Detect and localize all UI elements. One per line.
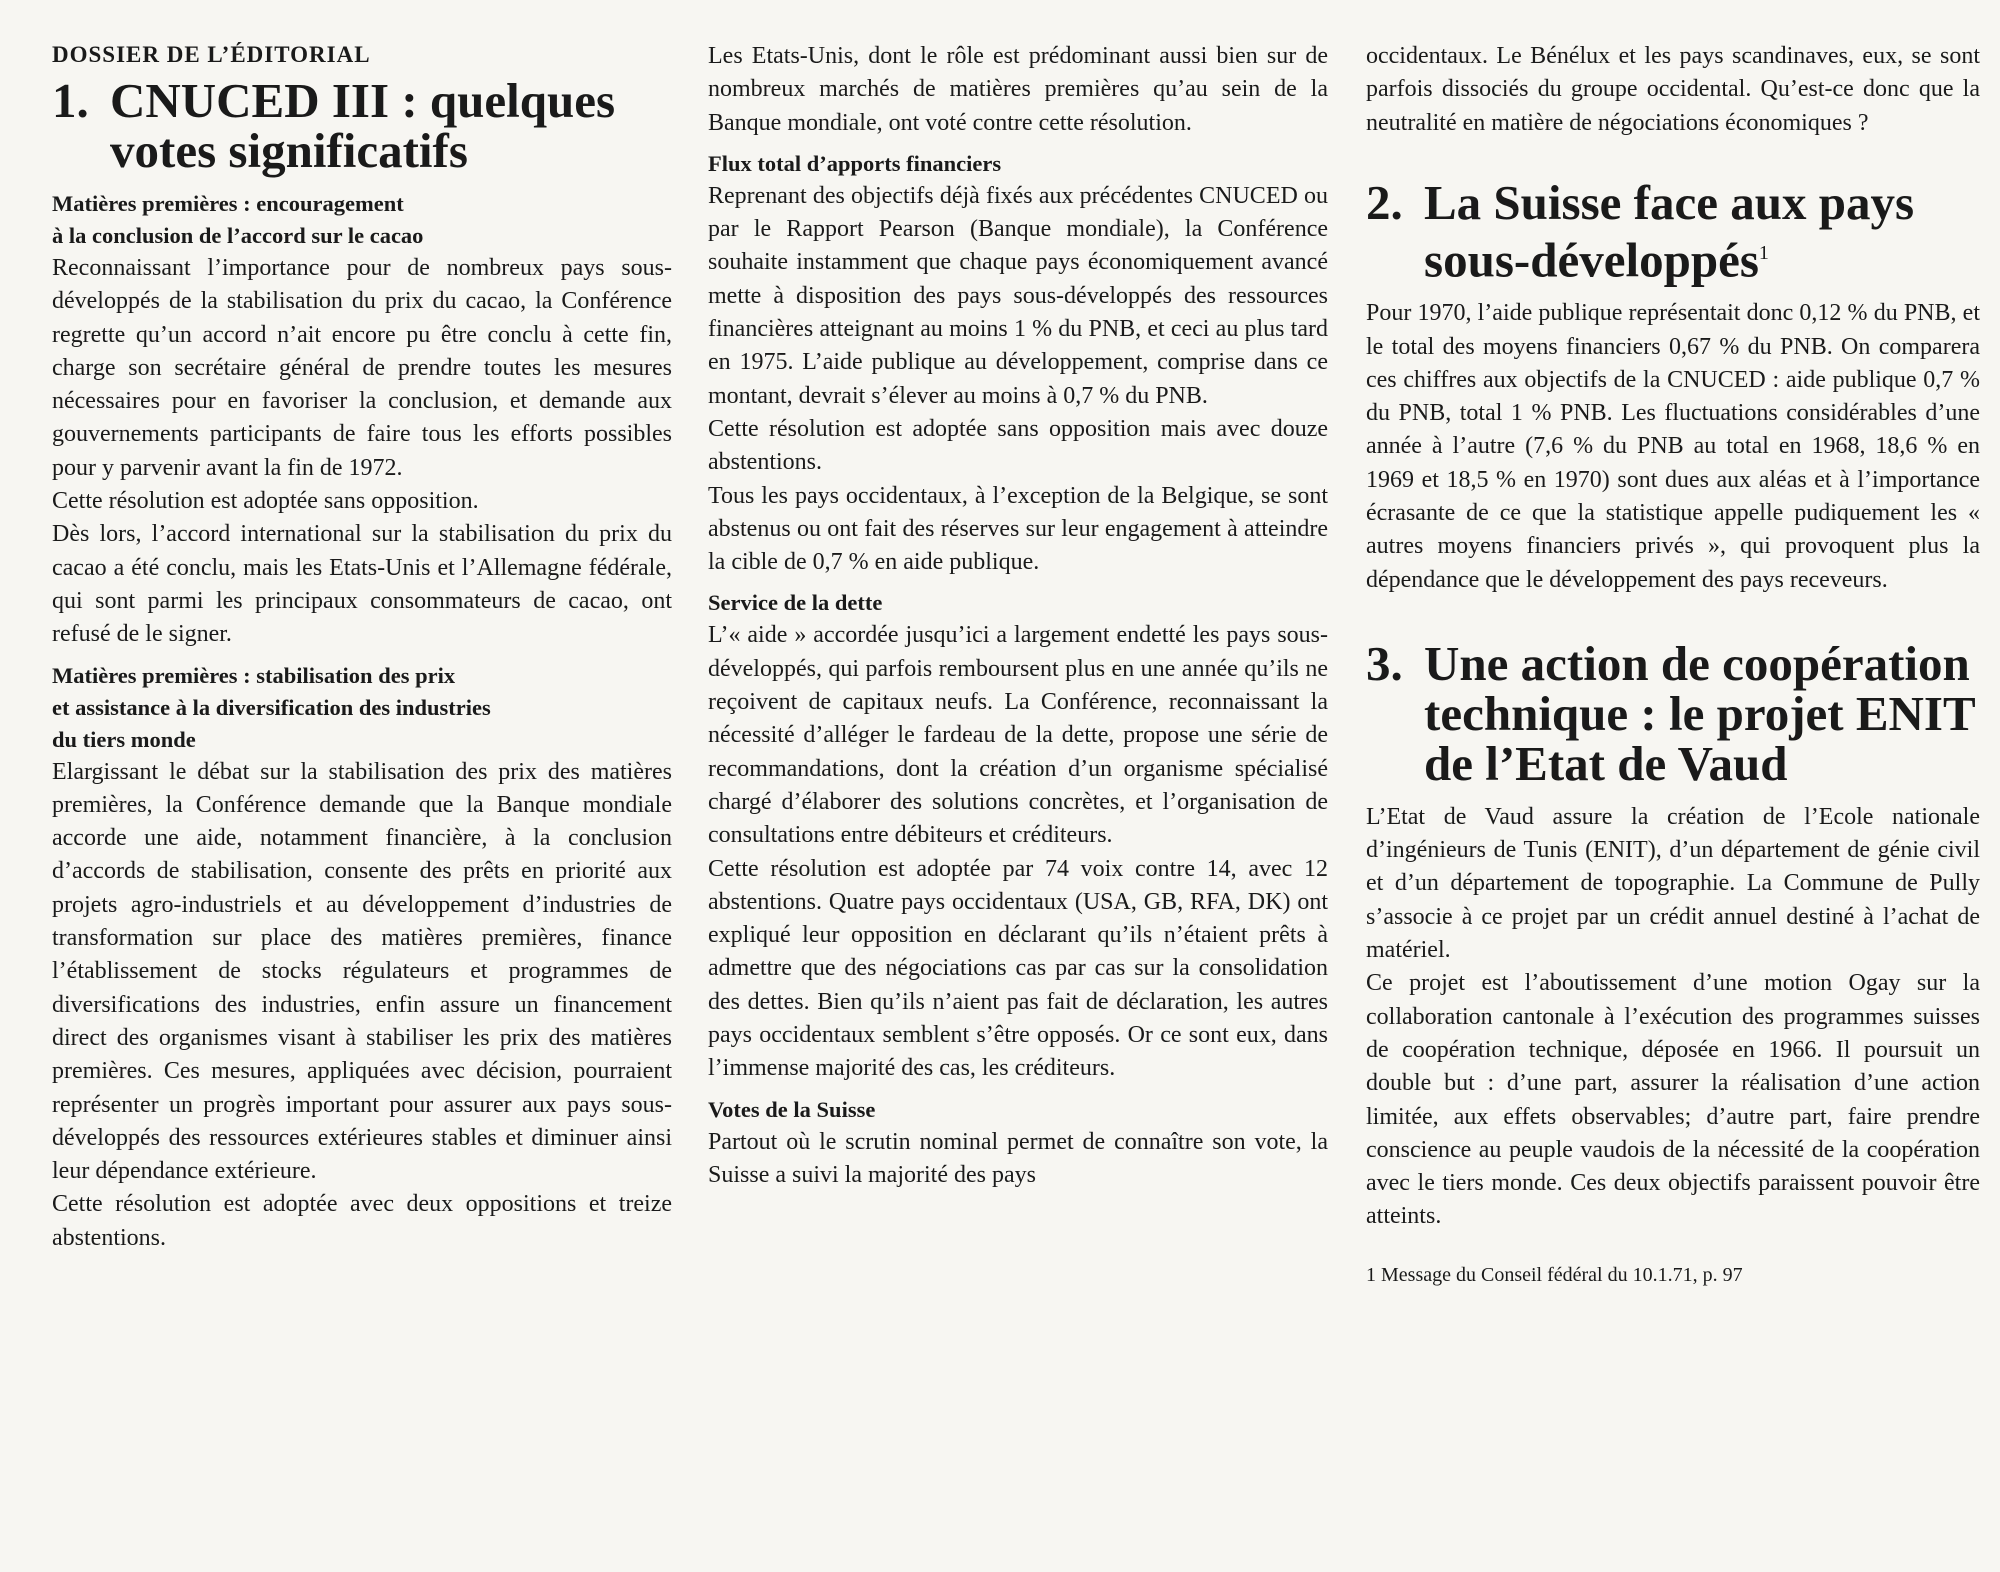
subheading-line: à la conclusion de l’accord sur le cacao xyxy=(52,223,424,248)
paragraph: Cette résolution est adoptée avec deux oppositions et treize abstentions. xyxy=(52,1191,672,1251)
section-1-number: 1. xyxy=(52,73,89,128)
section-3-number: 3. xyxy=(1366,635,1403,691)
paragraph: L’« aide » accordée jusqu’ici a largement endetté les pays sous-développés, qui parfois remboursent plus en une année qu’ils ne reçoivent de capitaux neufs. La Conférence, reconnaissant la nécessité d’alléger le fardeau de la dette, propose une série de recommandations, dont la création d’un organisme spécialisé chargé d’élaborer des solutions concrètes, et l’organisation de consultations entre débiteurs et créditeurs. xyxy=(708,622,1328,849)
paragraph: Les Etats-Unis, dont le rôle est prédominant aussi bien sur de nombreux marchés de matières premières qu’au sein de la Banque mondiale, ont voté contre cette résolution. xyxy=(708,43,1328,136)
footnote-ref: 1 xyxy=(1758,241,1769,264)
column-2 xyxy=(708,40,1328,1192)
paragraph: L’Etat de Vaud assure la création de l’Ecole nationale d’ingénieurs de Tunis (ENIT), d’un département de génie civil et d’un département de topographie. La Commune de Pully s’associe à ce projet par un crédit annuel destiné à l’achat de matériel. xyxy=(1366,803,1980,964)
section-1-heading xyxy=(52,73,672,178)
subheading-line: du tiers monde xyxy=(52,726,196,752)
subheading-dette: Service de la dette xyxy=(708,590,883,616)
subheading-votes: Votes de la Suisse xyxy=(708,1096,876,1122)
paragraph: Ce projet est l’aboutissement d’une motion Ogay sur la collaboration cantonale à l’exécution des programmes suisses de coopération technique, déposée en 1966. Il poursuit un double but : d’une part, assurer la réalisation d’une action limitée, aux effets observables; d’autre part, faire prendre conscience au peuple vaudois de la nécessité de la coopération avec le tiers monde. Ces deux objectifs paraissent pouvoir être atteints. xyxy=(1366,970,1980,1230)
paragraph: Reprenant des objectifs déjà fixés aux précédentes CNUCED ou par le Rapport Pearson (Banque mondiale), la Conférence souhaite instamment que chaque pays économiquement avancé mette à disposition des pays sous-développés des ressources financières atteignant au moins 1 % du PNB, et ceci au plus tard en 1975. L’aide publique au développement, comprise dans ce montant, devrait s’élever au moins à 0,7 % du PNB. xyxy=(708,182,1328,409)
section-2-title: La Suisse face aux pays sous-développés xyxy=(1424,174,1915,288)
paragraph: Elargissant le débat sur la stabilisation des prix des matières premières, la Conférence demande que la Banque mondiale accorde une aide, notamment financière, à la conclusion d’accords de stabilisation, consente des prêts en priorité aux projets agro-industriels et au développement d’industries de transformation sur place des matières premières, finance l’établissement de stocks régulateurs et programmes de diversifications des industries, enfin assure un financement direct des organismes visant à stabiliser les prix des matières premières. Ces mesures, appliquées avec décision, pourraient représenter un progrès important pour assurer aux pays sous-développés des ressources extérieures stables et diminuer ainsi leur dépendance extérieure. xyxy=(52,758,672,1185)
section-3-heading xyxy=(1366,635,1980,791)
subheading-line: Matières premières : stabilisation des prix xyxy=(52,662,456,688)
paragraph: occidentaux. Le Bénélux et les pays scandinaves, eux, se sont parfois dissociés du groupe occidental. Qu’est-ce donc que la neutralité en matière de négociations économiques ? xyxy=(1366,43,1980,136)
subheading-stabilisation xyxy=(52,660,672,756)
paragraph: Tous les pays occidentaux, à l’exception de la Belgique, se sont abstenus ou ont fait des réserves sur leur engagement à atteindre la cible de 0,7 % en aide publique. xyxy=(708,482,1328,576)
paragraph: Pour 1970, l’aide publique représentait donc 0,12 % du PNB, et le total des moyens financiers 0,67 % du PNB. On comparera ces chiffres aux objectifs de la CNUCED : aide publique 0,7 % du PNB, total 1 % PNB. Les fluctuations considérables d’une année à l’autre (7,6 % du PNB au total en 1968, 18,6 % en 1969 et 18,5 % en 1970) sont dues aux aléas et à l’importance écrasante de ce que la statistique appelle pudiquement les « autres moyens financiers privés », qui provoquent plus la dépendance que le développement des pays receveurs. xyxy=(1366,300,1980,593)
subheading-line: Matières premières : encouragement xyxy=(52,191,404,216)
section-3-title: Une action de coopération technique : le projet ENIT de l’Etat de Vaud xyxy=(1424,635,1975,791)
section-1-title: CNUCED III : quelques votes significatifs xyxy=(110,73,616,178)
footnote: 1 Message du Conseil fédéral du 10.1.71, p. 97 xyxy=(1366,1263,1743,1286)
paragraph: Cette résolution est adoptée sans opposition mais avec douze abstentions. xyxy=(708,415,1328,476)
dossier-kicker: DOSSIER DE L’ÉDITORIAL xyxy=(52,42,371,67)
paragraph: Reconnaissant l’importance pour de nombreux pays sous-développés de la stabilisation du prix du cacao, la Conférence regrette qu’un accord n’ait encore pu être conclu à cette fin, charge son secrétaire général de prendre toutes les mesures nécessaires pour en favoriser la conclusion, et demande aux gouvernements participants de faire tous les efforts possibles pour y parvenir avant la fin de 1972. xyxy=(52,255,672,481)
paragraph: Dès lors, l’accord international sur la stabilisation du prix du cacao a été conclu, mais les Etats-Unis et l’Allemagne fédérale, qui sont parmi les principaux consommateurs de cacao, ont refusé de le signer. xyxy=(52,521,672,648)
column-1 xyxy=(52,40,672,1255)
paragraph: Cette résolution est adoptée sans opposition. xyxy=(52,488,479,515)
subheading-flux: Flux total d’apports financiers xyxy=(708,150,1002,176)
section-2-number: 2. xyxy=(1366,174,1403,230)
section-2-heading xyxy=(1366,174,1980,288)
paragraph: Partout où le scrutin nominal permet de connaître son vote, la Suisse a suivi la majorité des pays xyxy=(708,1128,1328,1188)
subheading-line: et assistance à la diversification des industries xyxy=(52,694,491,720)
paragraph: Cette résolution est adoptée par 74 voix contre 14, avec 12 abstentions. Quatre pays occidentaux (USA, GB, RFA, DK) ont expliqué leur opposition en déclarant qu’ils n’étaient prêts à admettre que des négociations cas par cas sur la consolidation des dettes. Bien qu’ils n’aient pas fait de déclaration, les autres pays occidentaux semblent s’être opposés. Or ce sont eux, dans l’immense majorité des cas, les créditeurs. xyxy=(708,855,1328,1082)
column-3 xyxy=(1366,40,1980,1290)
subheading-cacao xyxy=(52,188,672,252)
